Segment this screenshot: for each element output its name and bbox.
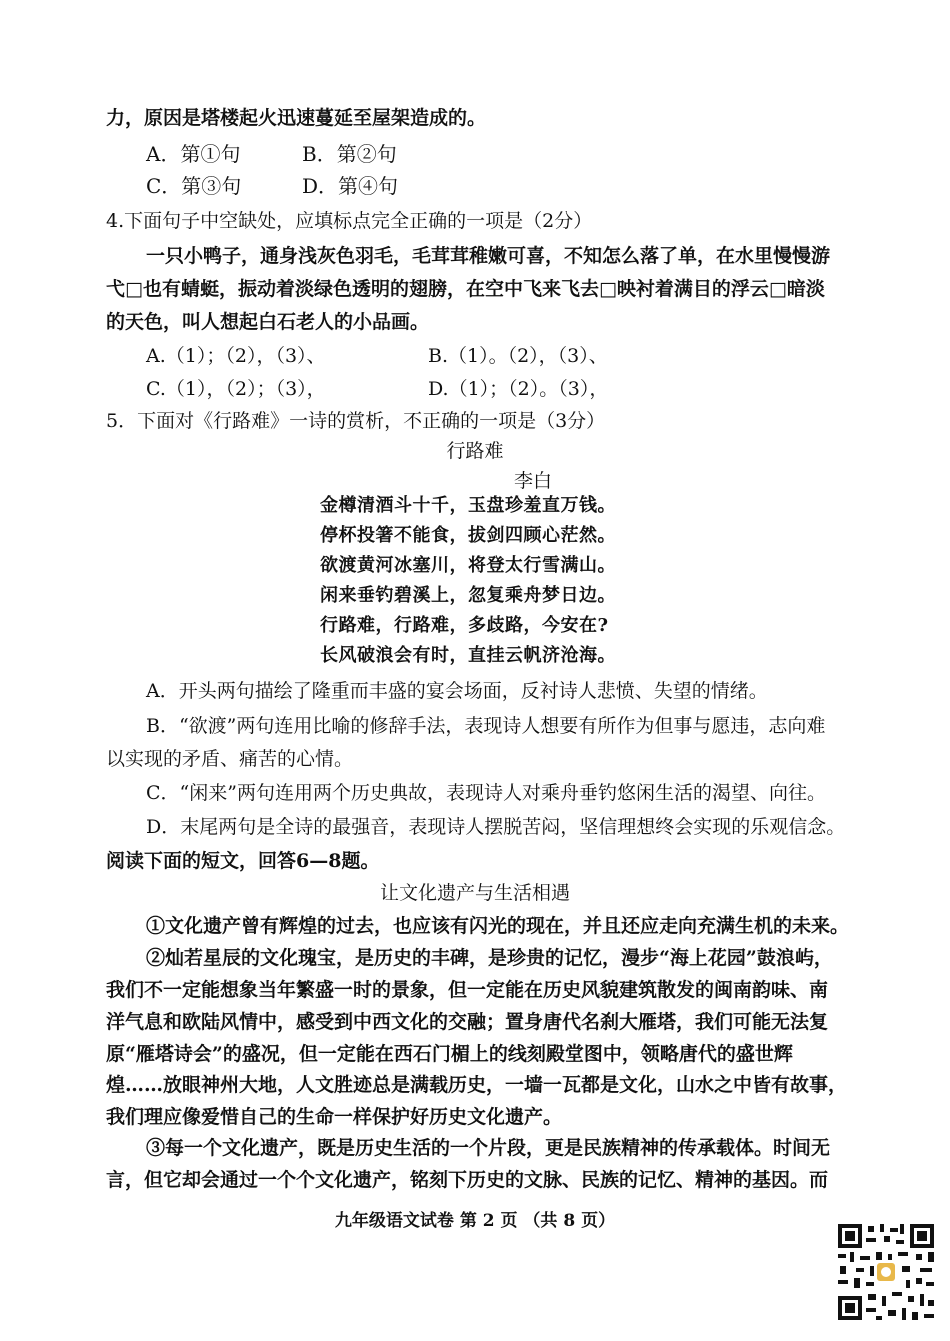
q4-stem: 4.下面句子中空缺处，应填标点完全正确的一项是（2分）: [106, 210, 593, 232]
q5-option-c: C．“闲来”两句连用两个历史典故，表现诗人对乘舟垂钓悠闲生活的渴望、向往。: [146, 782, 826, 804]
qr-code-icon: [836, 1222, 936, 1322]
q4-text-line: 弋□也有蜻蜓，振动着淡绿色透明的翅膀，在空中飞来飞去□映衬着满目的浮云□暗淡: [106, 278, 825, 300]
q5-option-b: B．“欲渡”两句连用比喻的修辞手法，表现诗人想要有所作为但事与愿违，志向难: [146, 715, 826, 737]
passage-line: ②灿若星辰的文化瑰宝，是历史的丰碑，是珍贵的记忆，漫步“海上花园”鼓浪屿，: [146, 947, 833, 969]
q4-option-a: A.（1）；（2），（3）、: [146, 345, 326, 367]
q3-option-a: A．第①句: [146, 142, 241, 166]
q5-option-d: D．末尾两句是全诗的最强音，表现诗人摆脱苦闷，坚信理想终会实现的乐观信念。: [146, 816, 846, 838]
q4-text-line: 的天色，叫人想起白石老人的小品画。: [106, 311, 430, 333]
passage-line: 洋气息和欧陆风情中，感受到中西文化的交融；置身唐代名刹大雁塔，我们可能无法复: [106, 1011, 829, 1033]
q3-option-b: B．第②句: [302, 142, 397, 166]
passage-line: 原“雁塔诗会”的盛况，但一定能在西石门楣上的线刻殿堂图中，领略唐代的盛世辉: [106, 1043, 793, 1065]
q3-option-d: D．第④句: [302, 174, 399, 198]
reading-instruction: 阅读下面的短文，回答6—8题。: [106, 850, 380, 872]
page-footer: 九年级语文试卷 第 2 页 （共 8 页）: [334, 1211, 616, 1231]
q4-option-c: C.（1），（2）；（3），: [146, 378, 326, 400]
q5-stem: 5．下面对《行路难》一诗的赏析，不正确的一项是（3分）: [106, 410, 606, 432]
poem-line: 长风破浪会有时，直挂云帆济沧海。: [320, 645, 616, 666]
poem-line: 闲来垂钓碧溪上，忽复乘舟梦日边。: [320, 585, 616, 606]
passage-line: 言，但它却会通过一个个文化遗产，铭刻下历史的文脉、民族的记忆、精神的基因。而: [106, 1169, 829, 1191]
q4-option-b: B.（1）。（2），（3）、: [428, 345, 608, 367]
poem-title: 行路难: [446, 440, 504, 462]
poem-line: 行路难，行路难，多歧路，今安在?: [320, 615, 609, 636]
passage-line: 煌……放眼神州大地，人文胜迹总是满载历史，一墙一瓦都是文化，山水之中皆有故事，: [106, 1074, 848, 1096]
passage-title: 让文化遗产与生活相遇: [379, 882, 570, 904]
q5-option-b-cont: 以实现的矛盾、痛苦的心情。: [106, 748, 354, 770]
poem-line: 欲渡黄河冰塞川，将登太行雪满山。: [320, 555, 616, 576]
q5-option-a: A．开头两句描绘了隆重而丰盛的宴会场面，反衬诗人悲愤、失望的情绪。: [146, 680, 768, 702]
poem-line: 金樽清酒斗十千，玉盘珍羞直万钱。: [320, 495, 616, 516]
passage-line: ③每一个文化遗产，既是历史生活的一个片段，更是民族精神的传承载体。时间无: [146, 1137, 831, 1159]
q4-option-d: D.（1）；（2）。（3），: [428, 378, 609, 400]
passage-line: 我们理应像爱惜自己的生命一样保护好历史文化遗产。: [106, 1106, 563, 1128]
q4-text-line: 一只小鸭子，通身浅灰色羽毛，毛茸茸稚嫩可喜，不知怎么落了单，在水里慢慢游: [146, 245, 831, 267]
passage-paragraph-1: ①文化遗产曾有辉煌的过去，也应该有闪光的现在，并且还应走向充满生机的未来。: [146, 915, 850, 937]
passage-line: 我们不一定能想象当年繁盛一时的景象，但一定能在历史风貌建筑散发的闽南韵味、南: [106, 979, 829, 1001]
q3-tail-text: 力，原因是塔楼起火迅速蔓延至屋架造成的。: [106, 107, 487, 129]
poem-author: 李白: [514, 470, 553, 492]
poem-line: 停杯投箸不能食，拔剑四顾心茫然。: [320, 525, 616, 546]
q3-option-c: C．第③句: [146, 174, 242, 198]
